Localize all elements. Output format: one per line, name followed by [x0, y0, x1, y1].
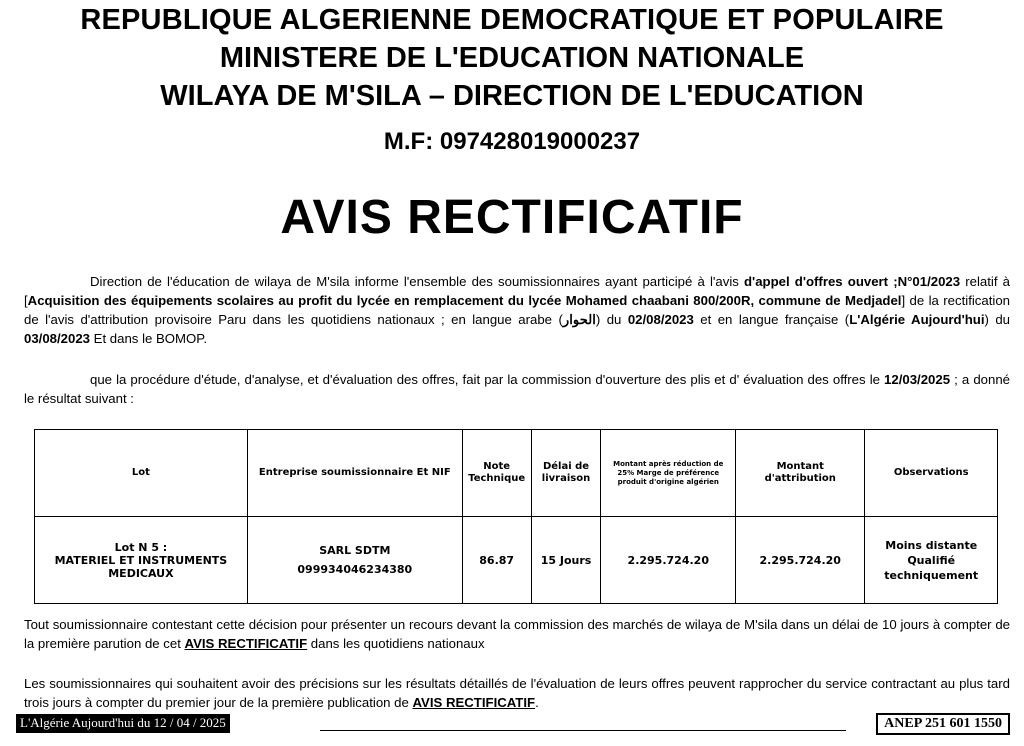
- p1-text: Direction de l'éducation de wilaya de M'sila informe l'ensemble des soumissionnaires ayant participé à l'avis: [90, 274, 744, 289]
- lot-number: Lot N 5 :: [114, 540, 168, 554]
- p1-text: ) du: [984, 312, 1010, 327]
- results-table: [34, 429, 998, 604]
- p1-date-francais: 03/08/2023: [24, 331, 91, 346]
- cell-delai: 15 Jours: [531, 517, 601, 604]
- p1-text: ) du: [595, 312, 628, 327]
- p1-journal-arabe: الحوار: [562, 312, 596, 327]
- p3-text: Tout soumissionnaire contestant cette décision pour présenter un recours devant la commission des marchés de wilaya de M'sila dans un délai de 10 jours à compter de la première parution de cet: [24, 617, 1010, 651]
- cell-note: 86.87: [462, 517, 531, 604]
- entreprise-name: SARL SDTM: [319, 544, 391, 557]
- p1-objet: Acquisition des équipements scolaires au profit du lycée en remplacement du lycée Mohamed chaabani 800/200R, commune de Medjadel: [27, 293, 902, 308]
- p1-appel: d'appel d'offres ouvert ;N°01/2023: [744, 274, 961, 289]
- obs-line: Moins distante: [885, 538, 978, 552]
- p1-text: Et dans le BOMOP.: [90, 331, 208, 346]
- p3-avis-rectificatif: AVIS RECTIFICATIF: [184, 636, 308, 651]
- paragraph-recours: [24, 615, 1010, 653]
- paragraph-intro: [24, 272, 1010, 348]
- cell-entreprise: [247, 517, 462, 604]
- header-wilaya: WILAYA DE M'SILA – DIRECTION DE L'EDUCATION: [160, 80, 864, 112]
- paragraph-procedure: [24, 370, 1010, 408]
- notice-title: AVIS RECTIFICATIF: [280, 191, 744, 244]
- cell-lot: [35, 517, 248, 604]
- table-row: [35, 517, 998, 604]
- col-header-observations: Observations: [865, 430, 998, 517]
- footer-anep-reference: ANEP 251 601 1550: [876, 713, 1010, 735]
- p4-avis-rectificatif: AVIS RECTIFICATIF: [412, 695, 536, 710]
- col-header-lot: Lot: [35, 430, 248, 517]
- p4-text: Les soumissionnaires qui souhaitent avoir des précisions sur les résultats détaillés de l'évaluation de leurs offres peuvent rapprocher du service contractant au plus tard trois jours à compter du premier jour de la première publication de: [24, 676, 1010, 710]
- p2-text: que la procédure d'étude, d'analyse, et d'évaluation des offres, fait par la commission d'ouverture des plis et d' évaluation des offres le: [90, 372, 885, 387]
- obs-line: Qualifié: [907, 553, 956, 567]
- p1-text: relatif à [: [24, 274, 1010, 308]
- p1-journal-francais: L'Algérie Aujourd'hui: [849, 312, 985, 327]
- obs-line: techniquement: [884, 568, 979, 582]
- footer-publication-date: L'Algérie Aujourd'hui du 12 / 04 / 2025: [16, 714, 230, 733]
- p1-text: ] de la rectification de l'avis d'attribution provisoire Paru dans les quotidiens nationaux ; en langue arabe (: [24, 293, 1010, 327]
- p1-date-arabe: 02/08/2023: [627, 312, 694, 327]
- header-republique: REPUBLIQUE ALGERIENNE DEMOCRATIQUE ET POPULAIRE: [80, 4, 944, 36]
- lot-label: MEDICAUX: [108, 566, 174, 580]
- header-ministere: MINISTERE DE L'EDUCATION NATIONALE: [219, 42, 805, 74]
- entreprise-nif: 099934046234380: [297, 563, 413, 576]
- footer-divider: [320, 730, 846, 731]
- cell-montant-attribution: 2.295.724.20: [736, 517, 865, 604]
- col-header-note: Note Technique: [462, 430, 531, 517]
- p4-text: .: [535, 695, 539, 710]
- cell-observations: [865, 517, 998, 604]
- col-header-montant-attribution: Montant d'attribution: [736, 430, 865, 517]
- col-header-delai: Délai de livraison: [531, 430, 601, 517]
- col-header-montant-apres: Montant après réduction de 25% Marge de préférence produit d'origine algérien: [601, 430, 736, 517]
- header-mf: M.F: 097428019000237: [383, 128, 641, 155]
- p1-text: et en langue française (: [693, 312, 850, 327]
- p2-date: 12/03/2025: [884, 372, 951, 387]
- col-header-entreprise: Entreprise soumissionnaire Et NIF: [247, 430, 462, 517]
- p3-text: dans les quotidiens nationaux: [307, 636, 485, 651]
- p2-text: ; a donné le résultat suivant :: [24, 372, 1010, 406]
- cell-montant-apres: 2.295.724.20: [601, 517, 736, 604]
- table-header-row: [35, 430, 998, 517]
- paragraph-precisions: [24, 674, 1010, 712]
- lot-label: MATERIEL ET INSTRUMENTS: [54, 553, 228, 567]
